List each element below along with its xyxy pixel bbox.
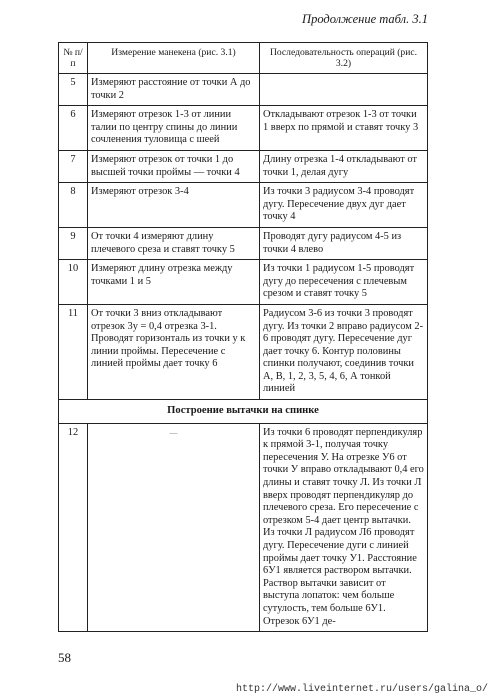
table-header-row <box>59 43 428 74</box>
row-sequence: Проводят дугу радиусом 4-5 из точки 4 влево <box>260 227 428 259</box>
table-row <box>59 183 428 228</box>
section-row <box>59 400 428 424</box>
table-row <box>59 106 428 151</box>
row-num: 6 <box>59 106 88 151</box>
row-num: 10 <box>59 260 88 305</box>
row-num: 7 <box>59 150 88 182</box>
row-num: 8 <box>59 183 88 228</box>
row-measure: Измеряют отрезок 3-4 <box>88 183 260 228</box>
table-row <box>59 304 428 399</box>
table-row <box>59 423 428 632</box>
row-sequence <box>260 74 428 106</box>
table-row <box>59 227 428 259</box>
row-sequence: Из точки 3 радиусом 3-4 проводят дугу. Пересечение двух дуг дает точку 4 <box>260 183 428 228</box>
row-measure: Измеряют расстояние от точки А до точки 2 <box>88 74 260 106</box>
continuation-label: Продолжение табл. 3.1 <box>302 12 428 26</box>
row-num: 12 <box>59 423 88 632</box>
header-sequence: Последовательность операций (рис. 3.2) <box>260 43 428 74</box>
row-sequence: Из точки 6 проводят перпендикуляр к прямой 3-1, получая точку пересечения У. На отрезке У6 от точки У вправо откладывают 0,4 его длины и ставят точку Л. Из точки Л вверх проводят перпендикуляр до плечевого среза. Его пересечение с отрезком 5-4 дает центр вытачки. Из точки Л радиусом Л6 проводят дугу. Пересечение дуги с линией проймы дает точку У1. Расстояние 6У1 является раствором вытачки. Раствор вытачки зависит от выступа лопаток: чем больше сутулость, тем больше 6У1. Отрезок 6У1 де- <box>260 423 428 632</box>
dash-mark: — <box>169 427 178 437</box>
row-sequence: Из точки 1 радиусом 1-5 проводят дугу до пересечения с плечевым срезом и ставят точку 5 <box>260 260 428 305</box>
row-sequence: Радиусом 3-6 из точки 3 проводят дугу. Из точки 2 вправо радиусом 2-6 проводят дугу. Пересечение дуг дает точку 6. Контур половины спинки получают, соединив точки А, В, 1, 2, 3, 5, 4, 6, А тонкой линией <box>260 304 428 399</box>
row-num: 9 <box>59 227 88 259</box>
table-row <box>59 74 428 106</box>
header-num: № п/п <box>59 43 88 74</box>
row-measure: От точки 3 вниз откладывают отрезок 3у = 0,4 отрезка 3-1. Проводят горизонталь из точки у к линии проймы. Пересечение с линией проймы дает точку 6 <box>88 304 260 399</box>
table-row <box>59 150 428 182</box>
table-row <box>59 260 428 305</box>
watermark-url: http://www.liveinternet.ru/users/galina_o/ <box>235 684 488 695</box>
row-measure <box>88 423 260 632</box>
row-measure: Измеряют отрезок от точки 1 до высшей точки проймы — точки 4 <box>88 150 260 182</box>
header-measure: Измерение манекена (рис. 3.1) <box>88 43 260 74</box>
row-num: 11 <box>59 304 88 399</box>
row-num: 5 <box>59 74 88 106</box>
row-measure: Измеряют отрезок 1-3 от линии талии по центру спины до линии сочленения туловища с шеей <box>88 106 260 151</box>
row-measure: Измеряют длину отрезка между точками 1 и 5 <box>88 260 260 305</box>
row-measure: От точки 4 измеряют длину плечевого среза и ставят точку 5 <box>88 227 260 259</box>
page-number: 58 <box>58 650 71 665</box>
row-sequence: Длину отрезка 1-4 откладывают от точки 1, делая дугу <box>260 150 428 182</box>
measurement-table <box>58 42 428 632</box>
row-sequence: Откладывают отрезок 1-3 от точки 1 вверх по прямой и ставят точку 3 <box>260 106 428 151</box>
section-title: Построение вытачки на спинке <box>59 400 428 424</box>
